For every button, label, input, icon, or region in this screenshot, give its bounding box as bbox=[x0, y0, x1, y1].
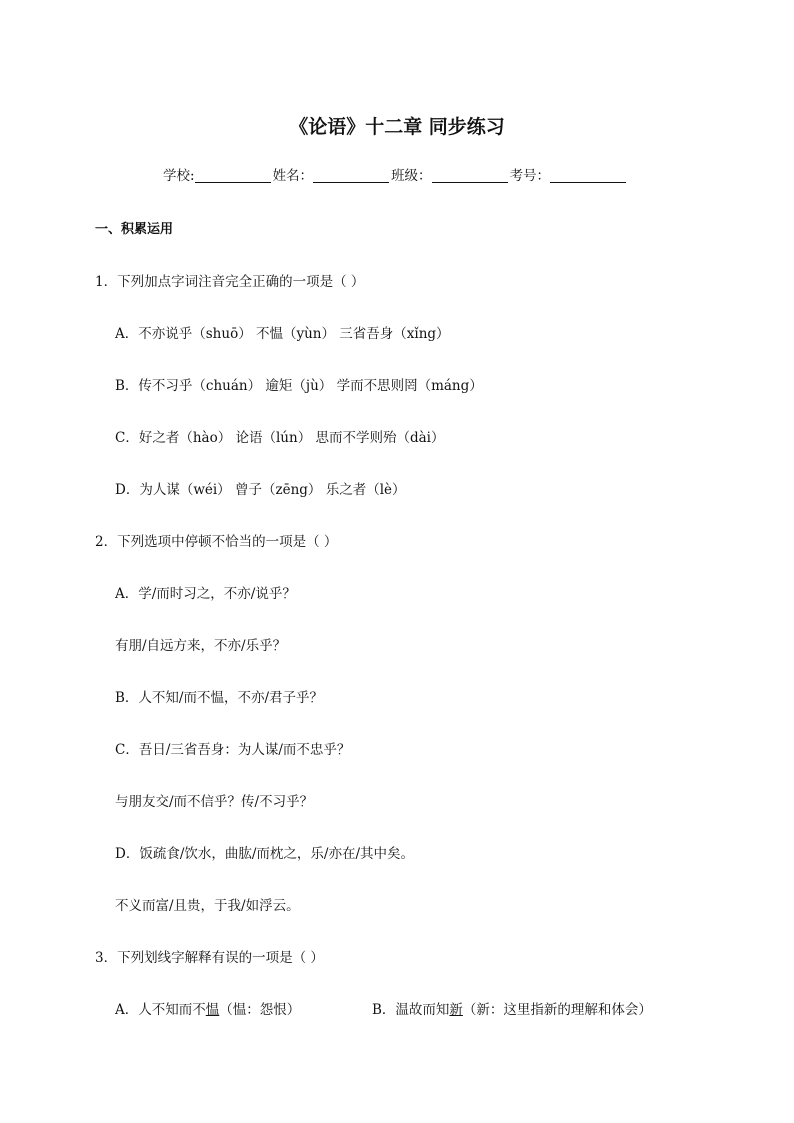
question-2-option-d-line1: D．饭疏食/饮水，曲肱/而枕之，乐/亦在/其中矣。 bbox=[115, 846, 415, 862]
question-2-option-b: B．人不知/而不愠，不亦/君子乎？ bbox=[115, 690, 324, 706]
question-3-stem: 3．下列划线字解释有误的一项是（ ） bbox=[95, 950, 324, 966]
question-2-stem: 2．下列选项中停顿不恰当的一项是（ ） bbox=[95, 534, 338, 550]
question-2-option-a-line1: A．学/而时习之，不亦/说乎？ bbox=[115, 586, 296, 602]
question-2-option-d-line2: 不义而富/且贵，于我/如浮云。 bbox=[115, 898, 300, 914]
question-2-option-c-line2: 与朋友交/而不信乎？传/不习乎？ bbox=[115, 794, 314, 810]
school-blank[interactable] bbox=[195, 168, 271, 183]
question-3-option-a bbox=[115, 998, 300, 1018]
option-a-text-pre: A．人不知而不 bbox=[115, 1002, 206, 1018]
student-info-line bbox=[163, 164, 628, 184]
option-b-text-pre: B．温故而知 bbox=[372, 1002, 450, 1018]
section-heading: 一、积累运用 bbox=[95, 222, 174, 237]
question-2-option-c-line1: C．吾日/三省吾身：为人谋/而不忠乎？ bbox=[115, 742, 351, 758]
question-1-option-d: D．为人谋（wéi） 曾子（zēng） 乐之者（lè） bbox=[115, 482, 406, 498]
question-1-stem: 1．下列加点字词注音完全正确的一项是（ ） bbox=[95, 274, 365, 290]
question-1-option-c: C．好之者（hào） 论语（lún） 思而不学则殆（dài） bbox=[115, 430, 445, 446]
name-label: 姓名： bbox=[272, 168, 314, 184]
number-label: 考号： bbox=[509, 168, 551, 184]
question-1-option-b: B．传不习乎（chuán） 逾矩（jù） 学而不思则罔（máng） bbox=[115, 378, 483, 394]
number-blank[interactable] bbox=[550, 168, 626, 183]
option-b-underlined-word: 新 bbox=[449, 1002, 463, 1018]
option-b-text-post: （新：这里指新的理解和体会） bbox=[462, 1002, 652, 1018]
school-label: 学校: bbox=[163, 168, 195, 184]
class-blank[interactable] bbox=[432, 168, 508, 183]
option-a-underlined-word: 愠 bbox=[205, 1002, 220, 1018]
question-1-option-a: A．不亦说乎（shuō） 不愠（yùn） 三省吾身（xǐng） bbox=[115, 326, 450, 342]
class-label: 班级： bbox=[391, 168, 432, 184]
page-title: 《论语》十二章 同步练习 bbox=[289, 116, 505, 138]
name-blank[interactable] bbox=[313, 168, 389, 183]
question-3-option-b bbox=[372, 998, 652, 1018]
option-a-text-post: （愠：怨恨） bbox=[219, 1002, 301, 1018]
question-2-option-a-line2: 有朋/自远方来，不亦/乐乎？ bbox=[115, 638, 287, 654]
